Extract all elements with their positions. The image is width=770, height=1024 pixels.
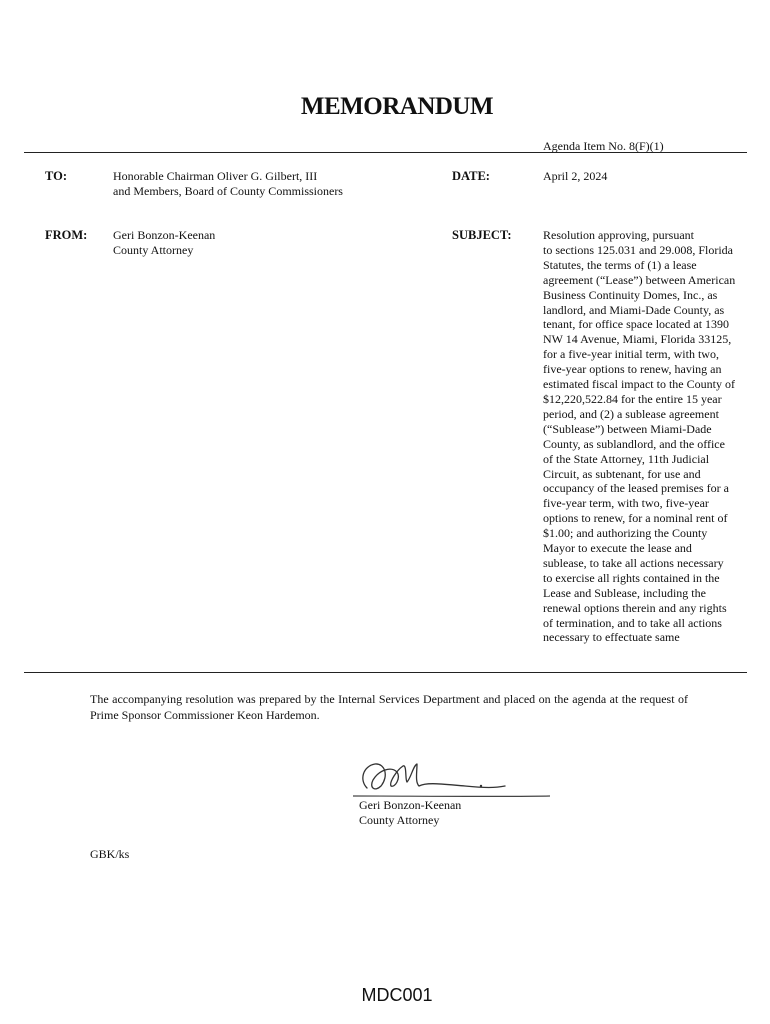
to-line: Honorable Chairman Oliver G. Gilbert, III bbox=[113, 169, 318, 183]
subject-line: for a five-year initial term, with two, bbox=[543, 347, 719, 362]
signatory-title: County Attorney bbox=[359, 813, 440, 827]
subject-line: NW 14 Avenue, Miami, Florida 33125, bbox=[543, 332, 732, 347]
signatory-name: Geri Bonzon-Keenan bbox=[359, 798, 462, 812]
header-divider bbox=[24, 152, 747, 153]
subject-line: (“Sublease”) between Miami-Dade bbox=[543, 421, 712, 436]
subject-line: $12,220,522.84 for the entire 15 year bbox=[543, 391, 722, 406]
date-value: April 2, 2024 bbox=[543, 169, 608, 183]
subject-line: sublease, to take all actions necessary bbox=[543, 555, 724, 570]
subject-line: of the State Attorney, 11th Judicial bbox=[543, 451, 710, 466]
agenda-item-number: Agenda Item No. 8(F)(1) bbox=[543, 139, 664, 153]
subject-line: landlord, and Miami-Dade County, as bbox=[543, 302, 725, 317]
subject-line: Business Continuity Domes, Inc., as bbox=[543, 287, 718, 302]
document-id: MDC001 bbox=[361, 985, 433, 1005]
date-label: DATE: bbox=[452, 169, 490, 183]
from-line: County Attorney bbox=[113, 243, 194, 258]
subject-line: to exercise all rights contained in the bbox=[543, 570, 720, 585]
subject-text bbox=[543, 228, 747, 645]
subject-line: occupancy of the leased premises for a bbox=[543, 481, 729, 496]
to-recipients bbox=[113, 169, 413, 199]
from-label: FROM: bbox=[45, 228, 88, 242]
body-paragraph: The accompanying resolution was prepared by the Internal Services Department and placed on the agenda at the request of Prime Sponsor Commissioner Keon Hardemon. bbox=[90, 692, 688, 722]
subject-line: agreement (“Lease”) between American bbox=[543, 272, 736, 287]
subject-line: $1.00; and authorizing the County bbox=[543, 526, 708, 541]
from-sender bbox=[113, 228, 413, 258]
memo-title: MEMORANDUM bbox=[300, 93, 494, 120]
subject-line: to sections 125.031 and 29.008, Florida bbox=[543, 242, 733, 257]
from-line: Geri Bonzon-Keenan bbox=[113, 228, 216, 242]
subject-label: SUBJECT: bbox=[452, 228, 512, 242]
subject-line: County, as sublandlord, and the office bbox=[543, 436, 725, 451]
body-divider bbox=[24, 672, 747, 673]
to-line: and Members, Board of County Commissioners bbox=[113, 184, 343, 199]
signature-block bbox=[359, 798, 461, 828]
subject-line: estimated fiscal impact to the County of bbox=[543, 377, 735, 392]
subject-line: Lease and Sublease, including the bbox=[543, 585, 706, 600]
subject-line: period, and (2) a sublease agreement bbox=[543, 406, 719, 421]
to-label: TO: bbox=[45, 169, 67, 183]
subject-line: necessary to effectuate same bbox=[543, 630, 680, 645]
subject-line: Mayor to execute the lease and bbox=[543, 541, 692, 556]
subject-line: tenant, for office space located at 1390 bbox=[543, 317, 730, 332]
subject-line: renewal options therein and any rights bbox=[543, 600, 727, 615]
subject-line: Statutes, the terms of (1) a lease bbox=[543, 257, 697, 272]
subject-line: Circuit, as subtenant, for use and bbox=[543, 466, 701, 481]
handwritten-signature bbox=[345, 752, 565, 804]
subject-line: of termination, and to take all actions bbox=[543, 615, 722, 630]
subject-line: five-year options to renew, having an bbox=[543, 362, 722, 377]
subject-line: options to renew, for a nominal rent of bbox=[543, 511, 728, 526]
subject-line: five-year term, with two, five-year bbox=[543, 496, 709, 511]
subject-line: Resolution approving, pursuant bbox=[543, 228, 694, 242]
typist-initials: GBK/ks bbox=[90, 847, 130, 861]
